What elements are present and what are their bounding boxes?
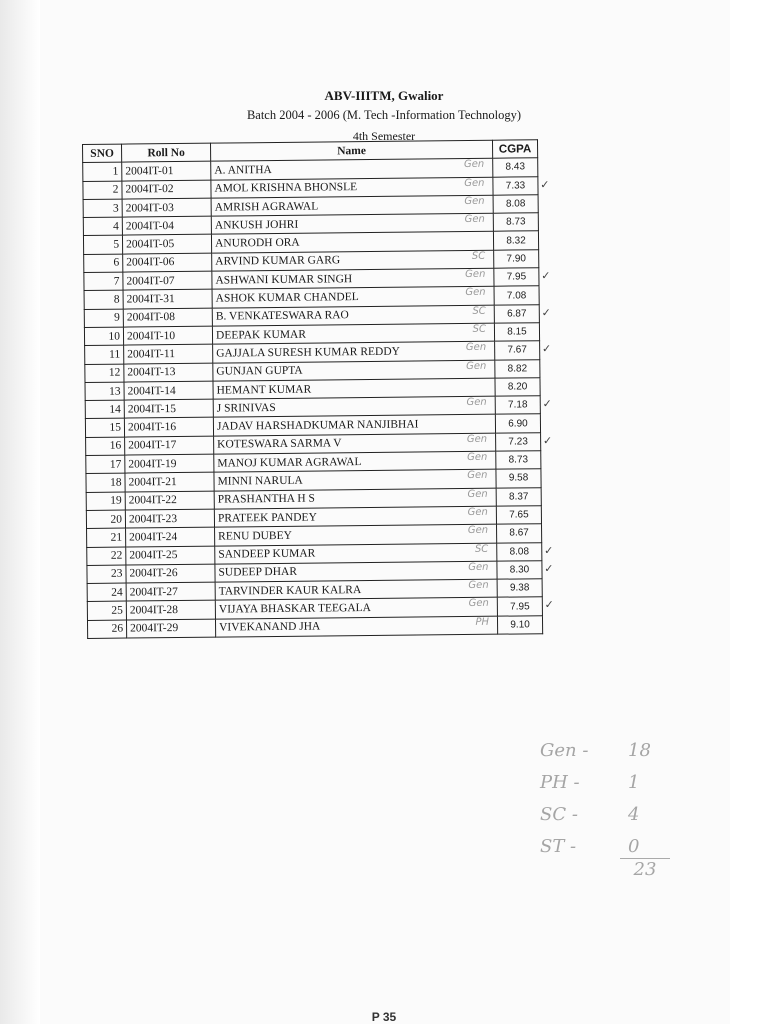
- cell-cgpa: [496, 506, 541, 525]
- page-number: P 35: [371, 1010, 397, 1024]
- cell-sno: 8: [84, 290, 123, 309]
- cell-roll-no: 2004IT-24: [126, 527, 215, 546]
- student-name: SUDEEP DHAR: [218, 566, 298, 580]
- cell-sno: 14: [85, 400, 124, 419]
- cell-sno: 16: [86, 437, 125, 456]
- cell-cgpa: [497, 597, 554, 616]
- tally-category: PH -: [540, 772, 580, 793]
- category-annotation: Gen: [466, 360, 487, 372]
- cell-sno: 12: [85, 364, 124, 383]
- check-mark-icon: ✓: [544, 599, 554, 612]
- category-annotation: Gen: [465, 342, 487, 354]
- tally-category: Gen -: [540, 740, 589, 761]
- cgpa-value: 7.65: [509, 509, 529, 521]
- cell-roll-no: 2004IT-01: [122, 161, 211, 180]
- category-annotation: Gen: [468, 561, 489, 573]
- cell-sno: 11: [85, 345, 124, 364]
- category-annotation: Gen: [466, 396, 487, 409]
- cell-cgpa: [497, 542, 554, 561]
- cgpa-value: 7.18: [507, 399, 528, 411]
- cgpa-value: 7.23: [508, 436, 528, 448]
- cgpa-value: 7.90: [506, 253, 527, 265]
- cell-roll-no: 2004IT-03: [122, 198, 211, 217]
- cell-cgpa: [496, 487, 541, 506]
- cell-roll-no: 2004IT-08: [123, 308, 212, 327]
- cell-cgpa: [493, 231, 538, 250]
- cgpa-value: 9.58: [508, 472, 529, 485]
- cgpa-value: 8.37: [508, 491, 529, 503]
- cell-sno: 10: [84, 327, 123, 346]
- student-name: AMOL KRISHNA BHONSLE: [214, 181, 358, 195]
- student-name: SANDEEP KUMAR: [218, 547, 316, 561]
- cgpa-value: 8.73: [506, 216, 526, 228]
- cell-roll-no: 2004IT-10: [123, 326, 212, 345]
- category-annotation: Gen: [468, 598, 489, 610]
- student-name: A. ANITHA: [214, 163, 272, 177]
- tally-count: 1: [628, 772, 640, 793]
- tally-list: [540, 740, 710, 868]
- student-name: ASHOK KUMAR CHANDEL: [215, 291, 359, 305]
- cell-sno: 9: [84, 309, 123, 328]
- student-name: GAJJALA SURESH KUMAR REDDY: [216, 345, 400, 360]
- cell-cgpa: [494, 286, 539, 305]
- check-mark-icon: ✓: [544, 544, 554, 557]
- cgpa-value: 7.08: [506, 289, 527, 302]
- cell-cgpa: [497, 615, 542, 634]
- cgpa-value: 7.95: [510, 600, 530, 613]
- cell-roll-no: 2004IT-21: [125, 472, 214, 491]
- cell-cgpa: [497, 561, 554, 580]
- cell-roll-no: 2004IT-11: [124, 344, 213, 363]
- tally-count: 4: [628, 804, 640, 825]
- cgpa-value: 6.90: [508, 417, 528, 430]
- cgpa-value: 8.15: [507, 326, 527, 338]
- check-mark-icon: ✓: [544, 562, 554, 576]
- student-name: DEEPAK KUMAR: [215, 328, 307, 342]
- cell-cgpa: [493, 176, 550, 195]
- cell-sno: 4: [83, 217, 122, 236]
- category-tally: [540, 740, 710, 880]
- cgpa-value: 7.33: [505, 180, 526, 192]
- category-annotation: SC: [472, 323, 487, 335]
- student-name: ANKUSH JOHRI: [214, 218, 299, 232]
- student-name: PRATEEK PANDEY: [217, 511, 317, 525]
- cell-sno: 17: [86, 455, 125, 474]
- column-header-roll-no: Roll No: [122, 143, 211, 162]
- student-name: B. VENKATESWARA RAO: [215, 309, 349, 323]
- category-annotation: Gen: [467, 525, 489, 537]
- category-annotation: Gen: [467, 470, 488, 482]
- category-annotation: Gen: [464, 195, 485, 207]
- student-name: J SRINIVAS: [216, 401, 276, 415]
- tally-total: 23: [620, 858, 670, 880]
- cell-roll-no: 2004IT-27: [126, 582, 215, 601]
- cell-sno: 15: [85, 419, 124, 438]
- cell-sno: 13: [85, 382, 124, 401]
- category-annotation: Gen: [464, 213, 485, 226]
- cell-cgpa: [496, 451, 541, 470]
- category-annotation: Gen: [465, 287, 486, 299]
- check-mark-icon: ✓: [541, 306, 551, 319]
- student-name: GUNJAN GUPTA: [216, 364, 303, 378]
- cell-roll-no: 2004IT-31: [123, 290, 212, 309]
- tally-category: SC -: [540, 804, 578, 825]
- cell-roll-no: 2004IT-29: [126, 619, 215, 638]
- cell-cgpa: [494, 304, 551, 323]
- cell-sno: 19: [86, 492, 125, 511]
- cell-roll-no: 2004IT-06: [123, 253, 212, 272]
- cell-sno: 23: [87, 565, 126, 584]
- tally-row: [540, 772, 710, 804]
- cell-roll-no: 2004IT-05: [122, 235, 211, 254]
- student-name: ASHWANI KUMAR SINGH: [215, 272, 353, 287]
- cell-roll-no: 2004IT-16: [124, 418, 213, 437]
- cell-sno: 20: [86, 510, 125, 529]
- tally-row: [540, 804, 710, 836]
- cell-roll-no: 2004IT-19: [125, 454, 214, 473]
- column-header-cgpa: CGPA: [492, 140, 537, 159]
- cell-roll-no: 2004IT-23: [125, 509, 214, 528]
- cell-sno: 5: [83, 236, 122, 255]
- cell-sno: 7: [84, 272, 123, 291]
- tally-category: ST -: [540, 836, 577, 857]
- cell-cgpa: [497, 524, 542, 543]
- column-header-name: Name: [210, 140, 492, 161]
- category-annotation: PH: [475, 616, 490, 628]
- student-name: PRASHANTHA H S: [217, 492, 315, 506]
- cgpa-value: 8.67: [509, 527, 529, 539]
- cgpa-value: 8.82: [507, 363, 528, 375]
- student-name: MINNI NARULA: [217, 474, 303, 488]
- column-header-sno: SNO: [83, 144, 122, 163]
- student-name: VIVEKANAND JHA: [219, 620, 321, 634]
- cell-cgpa: [494, 268, 551, 287]
- cell-sno: 18: [86, 473, 125, 492]
- check-mark-icon: ✓: [541, 343, 552, 356]
- cgpa-value: 8.20: [507, 381, 528, 393]
- cell-roll-no: 2004IT-25: [126, 546, 215, 565]
- tally-count: 18: [628, 740, 651, 761]
- category-annotation: SC: [471, 250, 486, 262]
- check-mark-icon: ✓: [542, 398, 552, 411]
- cell-cgpa: [495, 341, 552, 360]
- cgpa-value: 8.43: [505, 161, 526, 174]
- cell-sno: 1: [83, 162, 122, 181]
- cell-roll-no: 2004IT-17: [125, 436, 214, 455]
- tally-count: 0: [628, 836, 640, 857]
- category-annotation: Gen: [467, 488, 488, 500]
- cgpa-value: 8.08: [509, 546, 530, 558]
- student-name: KOTESWARA SARMA V: [217, 437, 342, 451]
- cgpa-value: 8.73: [508, 454, 529, 466]
- student-name: MANOJ KUMAR AGRAWAL: [217, 455, 362, 470]
- category-annotation: Gen: [467, 506, 488, 518]
- cell-roll-no: 2004IT-26: [126, 564, 215, 583]
- student-name: AMRISH AGRAWAL: [214, 200, 319, 214]
- cell-roll-no: 2004IT-13: [124, 363, 213, 382]
- cell-roll-no: 2004IT-14: [124, 381, 213, 400]
- results-table: [82, 139, 554, 639]
- student-name: HEMANT KUMAR: [216, 383, 312, 397]
- category-annotation: Gen: [464, 177, 485, 189]
- category-annotation: Gen: [465, 268, 486, 281]
- student-name: ANURODH ORA: [214, 236, 300, 250]
- cgpa-value: 8.08: [505, 198, 526, 210]
- scan-edge: [0, 0, 40, 1024]
- table-body: [83, 158, 554, 638]
- cell-sno: 22: [87, 547, 126, 566]
- cell-roll-no: 2004IT-02: [122, 180, 211, 199]
- cgpa-value: 7.95: [506, 271, 527, 283]
- student-name: VIJAYA BHASKAR TEEGALA: [218, 602, 372, 616]
- cell-name: [215, 616, 497, 637]
- category-annotation: Gen: [463, 159, 485, 171]
- cell-sno: 3: [83, 199, 122, 218]
- cell-cgpa: [494, 250, 539, 269]
- cgpa-value: 9.38: [509, 582, 530, 594]
- category-annotation: Gen: [466, 451, 488, 464]
- category-annotation: SC: [474, 543, 489, 555]
- cell-cgpa: [495, 359, 540, 378]
- cell-cgpa: [495, 378, 540, 397]
- category-annotation: SC: [472, 305, 486, 317]
- cell-cgpa: [496, 432, 553, 451]
- cell-roll-no: 2004IT-28: [126, 601, 215, 620]
- category-annotation: Gen: [466, 433, 488, 445]
- cell-sno: 21: [87, 528, 126, 547]
- cell-sno: 26: [87, 620, 126, 639]
- check-mark-icon: ✓: [541, 270, 551, 283]
- cell-sno: 24: [87, 583, 126, 602]
- student-name: JADAV HARSHADKUMAR NANJIBHAI: [216, 418, 419, 433]
- cgpa-value: 8.30: [509, 564, 530, 576]
- cell-roll-no: 2004IT-22: [125, 491, 214, 510]
- cgpa-value: 6.87: [507, 308, 527, 320]
- cgpa-value: 9.10: [510, 619, 530, 631]
- cgpa-value: 8.32: [506, 234, 526, 247]
- institute-title: ABV-IIITM, Gwalior: [324, 88, 444, 103]
- cell-cgpa: [494, 323, 539, 342]
- category-annotation: Gen: [468, 579, 489, 592]
- check-mark-icon: ✓: [542, 434, 553, 447]
- student-name: RENU DUBEY: [218, 529, 292, 543]
- student-name: TARVINDER KAUR KALRA: [218, 583, 362, 598]
- batch-subtitle: Batch 2004 - 2006 (M. Tech -Information Technology): [246, 108, 522, 122]
- cell-cgpa: [493, 195, 538, 214]
- cell-cgpa: [495, 414, 540, 433]
- cell-cgpa: [495, 396, 552, 415]
- cell-cgpa: [493, 158, 538, 177]
- cell-roll-no: 2004IT-07: [123, 271, 212, 290]
- cgpa-value: 7.67: [507, 344, 527, 356]
- check-mark-icon: ✓: [540, 178, 550, 191]
- cell-roll-no: 2004IT-04: [122, 216, 211, 235]
- cell-sno: 25: [87, 601, 126, 620]
- semester-label: 4th Semester: [352, 129, 416, 143]
- cell-cgpa: [497, 579, 542, 598]
- student-name: ARVIND KUMAR GARG: [215, 254, 341, 269]
- cell-cgpa: [496, 469, 541, 488]
- cell-sno: 6: [84, 254, 123, 273]
- tally-row: [540, 740, 710, 772]
- cell-sno: 2: [83, 181, 122, 200]
- cell-roll-no: 2004IT-15: [124, 399, 213, 418]
- cell-cgpa: [493, 213, 538, 232]
